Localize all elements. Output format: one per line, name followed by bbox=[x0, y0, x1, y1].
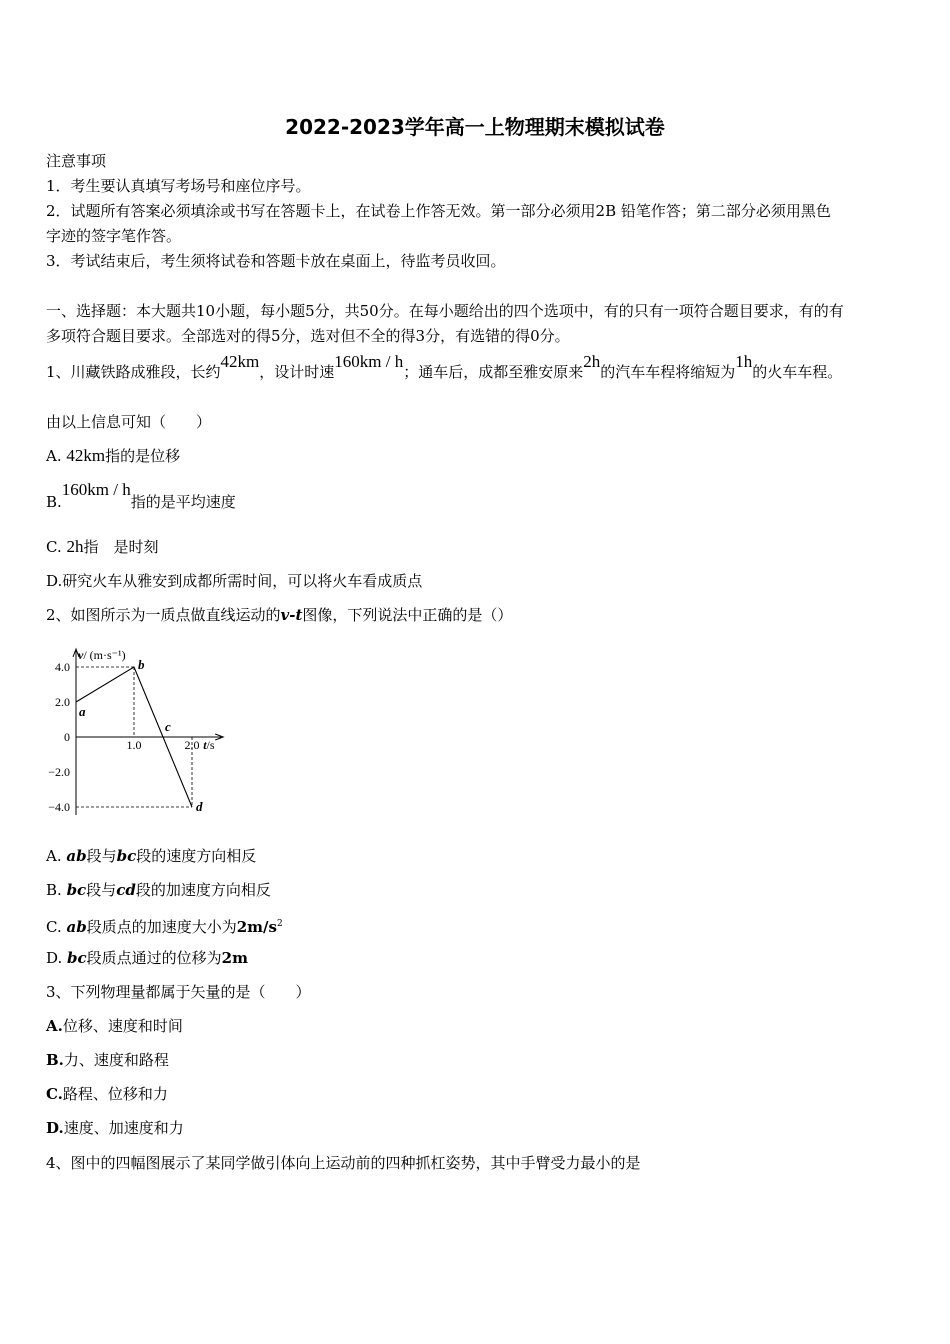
option-text: 速度、加速度和力 bbox=[63, 1119, 184, 1137]
section-instruction: 一、选择题：本大题共10小题，每小题5分，共50分。在每小题给出的四个选项中，有的只有一项符合题目要求，有的有 bbox=[46, 302, 844, 320]
q2-text: 图像，下列说法中正确的是（） bbox=[302, 606, 513, 624]
option-letter: D. bbox=[46, 949, 68, 967]
notice-item: 3．考试结束后，考生须将试卷和答题卡放在桌面上，待监考员收回。 bbox=[46, 252, 506, 270]
point-label-c: c bbox=[165, 719, 171, 734]
q1-math-length: 42km bbox=[220, 352, 260, 371]
point-label-d: d bbox=[196, 799, 203, 814]
option-text: 路程、位移和力 bbox=[62, 1085, 168, 1103]
x-axis-label: t/s bbox=[203, 738, 215, 752]
question-3-stem: 3、下列物理量都属于矢量的是（ ） bbox=[46, 983, 311, 1001]
notice-item: 字迹的签字笔作答。 bbox=[46, 227, 182, 245]
option-text: 力、速度和路程 bbox=[63, 1051, 169, 1069]
option-letter: C. bbox=[46, 538, 67, 556]
option-letter: C. bbox=[46, 918, 67, 936]
point-label-b: b bbox=[138, 657, 145, 672]
option-math: 2h bbox=[66, 537, 84, 556]
question-2-stem bbox=[46, 605, 512, 625]
q1-option-c bbox=[46, 537, 159, 557]
point-label-a: a bbox=[79, 704, 86, 719]
option-letter: B. bbox=[46, 493, 62, 511]
q3-option-c bbox=[46, 1084, 168, 1104]
option-text: 位移、速度和时间 bbox=[62, 1017, 183, 1035]
option-text: 指 是时刻 bbox=[83, 538, 159, 556]
q2-option-d bbox=[46, 948, 248, 968]
option-text: 段与 bbox=[86, 847, 117, 865]
option-letter: D. bbox=[46, 1119, 64, 1137]
notice-heading: 注意事项 bbox=[46, 152, 107, 170]
q3-option-a bbox=[46, 1016, 183, 1036]
q2-option-c bbox=[46, 914, 283, 937]
q1-text: 1、川藏铁路成雅段，长约 bbox=[46, 363, 221, 381]
option-letter: B. bbox=[46, 1051, 64, 1069]
option-math: 160km / h bbox=[61, 480, 131, 499]
page-title: 2022-2023学年高一上物理期末模拟试卷 bbox=[285, 115, 665, 139]
q1-math-time2: 1h bbox=[735, 352, 753, 371]
option-letter: C. bbox=[46, 1085, 63, 1103]
q1-option-a bbox=[46, 446, 180, 466]
option-text: 段的速度方向相反 bbox=[136, 847, 257, 865]
q1-text: ，设计时速 bbox=[259, 363, 335, 381]
q2-option-b bbox=[46, 880, 271, 900]
notice-item: 1．考生要认真填写考场号和座位序号。 bbox=[46, 177, 311, 195]
option-letter: B. bbox=[46, 881, 67, 899]
option-value: 2m/s bbox=[236, 918, 277, 936]
question-4-stem: 4、图中的四幅图展示了某同学做引体向上运动前的四种抓杠姿势，其中手臂受力最小的是 bbox=[46, 1154, 641, 1172]
option-text: 段质点的加速度大小为 bbox=[86, 918, 237, 936]
q1-text: 的汽车车程将缩短为 bbox=[600, 363, 736, 381]
y-tick-label: 0 bbox=[64, 730, 70, 744]
q2-text: 2、如图所示为一质点做直线运动的 bbox=[46, 606, 281, 624]
notice-item: 2．试题所有答案必须填涂或书写在答题卡上，在试卷上作答无效。第一部分必须用2B 铅笔作答；第二部分必须用黑色 bbox=[46, 202, 831, 220]
question-1-stem bbox=[46, 352, 843, 382]
segment-label: bc bbox=[66, 881, 87, 899]
q1-option-b bbox=[46, 480, 236, 512]
segment-label: bc bbox=[67, 949, 87, 967]
option-text: 段质点通过的位移为 bbox=[86, 949, 222, 967]
y-axis-label: v/ (m·s⁻¹) bbox=[78, 648, 126, 662]
option-text: 段与 bbox=[86, 881, 117, 899]
segment-label: ab bbox=[66, 847, 87, 865]
q3-option-b bbox=[46, 1050, 169, 1070]
y-tick-label: −4.0 bbox=[48, 800, 70, 814]
y-tick-label: 4.0 bbox=[55, 660, 70, 674]
q3-option-d bbox=[46, 1118, 184, 1138]
option-text: 指的是位移 bbox=[105, 447, 181, 465]
q1-option-d: D.研究火车从雅安到成都所需时间，可以将火车看成质点 bbox=[46, 572, 423, 590]
section-instruction: 多项符合题目要求。全部选对的得5分，选对但不全的得3分，有选错的得0分。 bbox=[46, 327, 570, 345]
q1-text: 的火车车程。 bbox=[752, 363, 843, 381]
segment-label: cd bbox=[116, 881, 136, 899]
q1-text: ；通车后，成都至雅安原来 bbox=[403, 363, 584, 381]
option-text: 指的是平均速度 bbox=[130, 493, 236, 511]
q1-math-time1: 2h bbox=[583, 352, 601, 371]
y-tick-label: 2.0 bbox=[55, 695, 70, 709]
y-tick-label: −2.0 bbox=[48, 765, 70, 779]
segment-label: bc bbox=[116, 847, 137, 865]
option-letter: A. bbox=[46, 447, 67, 465]
option-value: 2m bbox=[221, 949, 248, 967]
option-exponent: 2 bbox=[276, 919, 283, 929]
option-letter: A. bbox=[46, 847, 67, 865]
q1-math-speed: 160km / h bbox=[334, 352, 404, 371]
question-1-prompt: 由以上信息可知（ ） bbox=[46, 413, 212, 431]
x-tick-label: 2.0 bbox=[184, 738, 200, 752]
q2-option-a bbox=[46, 846, 256, 866]
option-text: 段的加速度方向相反 bbox=[135, 881, 271, 899]
option-letter: A. bbox=[46, 1017, 63, 1035]
x-tick-label: 1.0 bbox=[126, 738, 142, 752]
segment-label: ab bbox=[66, 918, 87, 936]
q2-vt-label: v-t bbox=[280, 606, 303, 624]
option-math: 42km bbox=[66, 446, 106, 465]
vt-graph bbox=[40, 630, 240, 820]
